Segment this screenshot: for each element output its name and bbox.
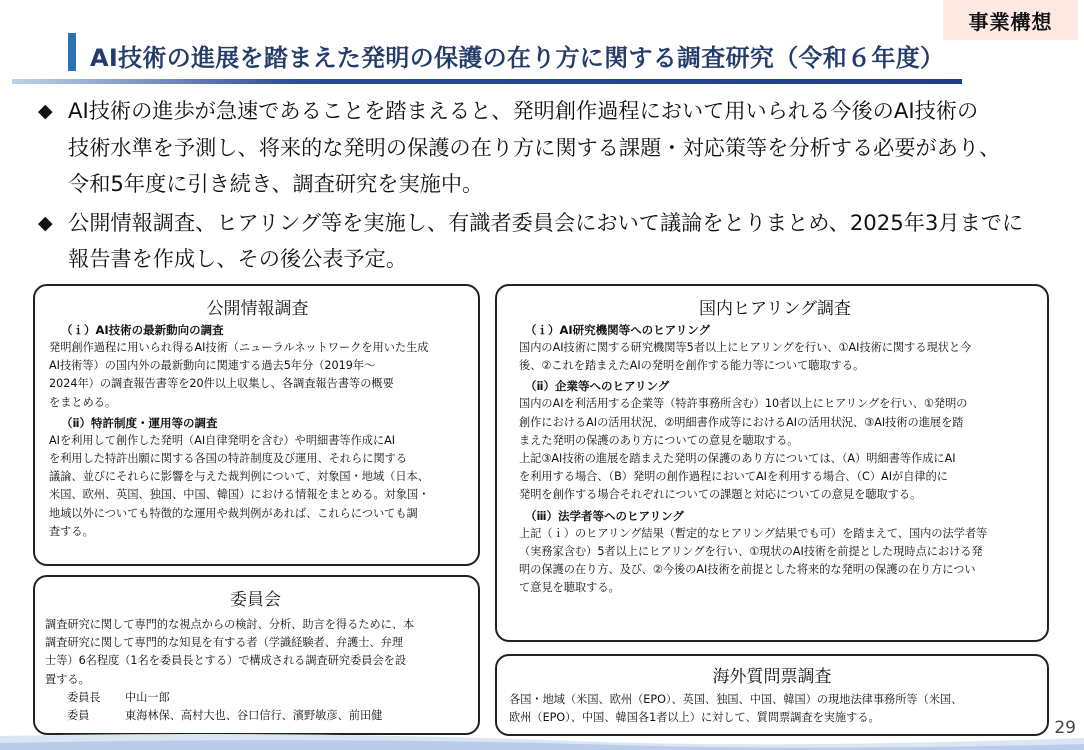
summary-bullets xyxy=(38,93,1068,278)
section-text xyxy=(515,395,1035,504)
text-line: まえた発明の保護のあり方についての意見を聴取する。 xyxy=(519,433,799,447)
box-heading: 公開情報調査 xyxy=(206,299,309,319)
bullet-line: 公開情報調査、ヒアリング等を実施し、有識者委員会において議論をとりまとめ、2025年3月までに xyxy=(68,209,1024,235)
title-accent-bar xyxy=(68,33,76,71)
text-line: 議論、並びにそれらに影響を与えた裁判例について、対象国・地域（日本、 xyxy=(49,470,429,484)
text-line: 調査研究に関して専門的な視点からの検討、分析、助言を得るために、本 xyxy=(45,618,415,631)
text-line: 2024年）の調査報告書等を20件以上収集し、各調査報告書等の概要 xyxy=(49,377,394,391)
committee-members xyxy=(45,707,466,725)
section-subtitle: （ｉ）AI技術の最新動向の調査 xyxy=(61,323,224,337)
member-role: 委員長 xyxy=(67,690,101,704)
text-line: 置する。 xyxy=(45,672,90,686)
page-number: 29 xyxy=(1054,718,1076,738)
text-line: を利用した特許出願に関する各国の特許制度及び運用、それらに関する xyxy=(49,452,408,466)
diamond-bullet-icon: ◆ xyxy=(38,100,53,122)
member-names: 中山一郎 xyxy=(125,690,170,704)
section-text xyxy=(515,339,1035,375)
committee-box xyxy=(33,575,480,735)
text-line: 創作におけるAIの活用状況、②明細書作成等におけるAIの活用状況、③AI技術の進展を踏 xyxy=(519,415,964,429)
public-info-survey-box xyxy=(33,284,480,566)
page-title: AI技術の進展を踏まえた発明の保護の在り方に関する調査研究（令和６年度） xyxy=(90,44,945,72)
bullet-item xyxy=(38,205,1068,278)
text-line: AI技術等）の国内外の最新動向に関連する過去5年分（2019年～ xyxy=(49,359,376,373)
text-line: を利用する場合、（B）発明の創作過程においてAIを利用する場合、（C）AIが自律的に xyxy=(519,470,948,484)
bullet-line: 技術水準を予測し、将来的な発明の保護の在り方に関する課題・対応策等を分析する必要があり、 xyxy=(68,134,1001,160)
text-line: （実務家含む）5者以上にヒアリングを行い、①現状のAI技術を前提とした現時点における発 xyxy=(519,544,983,558)
section-text xyxy=(509,691,1035,727)
box-heading: 委員会 xyxy=(230,590,281,610)
text-line: 各国・地域（米国、欧州（EPO）、英国、独国、中国、韓国）の現地法律事務所等（米国、 xyxy=(509,693,963,706)
member-names: 東海林保、高村大也、谷口信行、濱野敏彦、前田健 xyxy=(125,709,383,723)
bullet-line: AI技術の進歩が急速であることを踏まえると、発明創作過程において用いられる今後のAI技術の xyxy=(68,98,979,123)
text-line: 後、②これを踏まえたAIの発明を創作する能力等について聴取する。 xyxy=(519,359,865,373)
text-line: 国内のAI技術に関する研究機関等5者以上にヒアリングを行い、①AI技術に関する現状と今 xyxy=(519,341,972,354)
text-line: 発明を創作する場合それぞれについての課題と対応についての意見を聴取する。 xyxy=(519,488,922,502)
text-line: をまとめる。 xyxy=(49,395,117,409)
text-line: AIを利用して創作した発明（AI自律発明を含む）や明細書等作成にAI xyxy=(49,433,396,447)
box-heading: 国内ヒアリング調査 xyxy=(699,299,851,319)
section-text xyxy=(45,616,466,689)
section-text xyxy=(49,339,466,412)
diamond-bullet-icon: ◆ xyxy=(38,211,53,234)
box-heading: 海外質問票調査 xyxy=(712,667,832,687)
text-line: 発明創作過程に用いられ得るAI技術（ニューラルネットワークを用いた生成 xyxy=(49,341,429,354)
bullet-line: 報告書を作成し、その後公表予定。 xyxy=(68,246,408,271)
text-line: 士等）6名程度（1名を委員長とする）で構成される調査研究委員会を設 xyxy=(45,654,407,668)
section-subtitle: （ⅲ）法学者等へのヒアリング xyxy=(525,508,684,523)
text-line: 国内のAIを利活用する企業等（特許事務所含む）10者以上にヒアリングを行い、①発明の xyxy=(519,397,968,411)
text-line: 査する。 xyxy=(49,524,94,538)
member-role: 委員 xyxy=(67,709,90,723)
domestic-hearing-box xyxy=(495,284,1049,642)
text-line: 欧州（EPO）、中国、韓国各1者以上）に対して、質問票調査を実施する。 xyxy=(509,711,880,725)
section-text xyxy=(515,525,1035,598)
overseas-survey-box xyxy=(495,654,1049,736)
section-subtitle: （ｉ）AI研究機関等へのヒアリング xyxy=(525,323,710,337)
bottom-decoration xyxy=(0,728,1084,750)
project-tag: 事業構想 xyxy=(943,0,1078,40)
text-line: 米国、欧州、英国、独国、中国、韓国）における情報をまとめる。対象国・ xyxy=(49,488,430,502)
committee-chair xyxy=(45,689,466,707)
text-line: 上記③AI技術の進展を踏まえた発明の保護のあり方については、（A）明細書等作成にAI xyxy=(519,452,956,466)
text-line: 上記（ｉ）のヒアリング結果（暫定的なヒアリング結果でも可）を踏まえて、国内の法学者等 xyxy=(519,526,988,540)
text-line: て意見を聴取する。 xyxy=(519,581,620,595)
text-line: 明の保護の在り方、及び、②今後のAI技術を前提とした将来的な発明の保護の在り方につい xyxy=(519,563,976,577)
section-subtitle: （ⅱ）企業等へのヒアリング xyxy=(525,379,670,394)
text-line: 調査研究に関して専門的な知見を有する者（学識経験者、弁護士、弁理 xyxy=(45,636,404,650)
title-underline xyxy=(12,79,962,84)
section-text xyxy=(49,432,466,541)
bullet-item xyxy=(38,93,1068,203)
section-subtitle: （ⅱ）特許制度・運用等の調査 xyxy=(61,415,218,430)
text-line: 地域以外についても特徴的な運用や裁判例があれば、これらについても調 xyxy=(49,506,418,520)
bullet-line: 令和5年度に引き続き、調査研究を実施中。 xyxy=(68,171,484,196)
